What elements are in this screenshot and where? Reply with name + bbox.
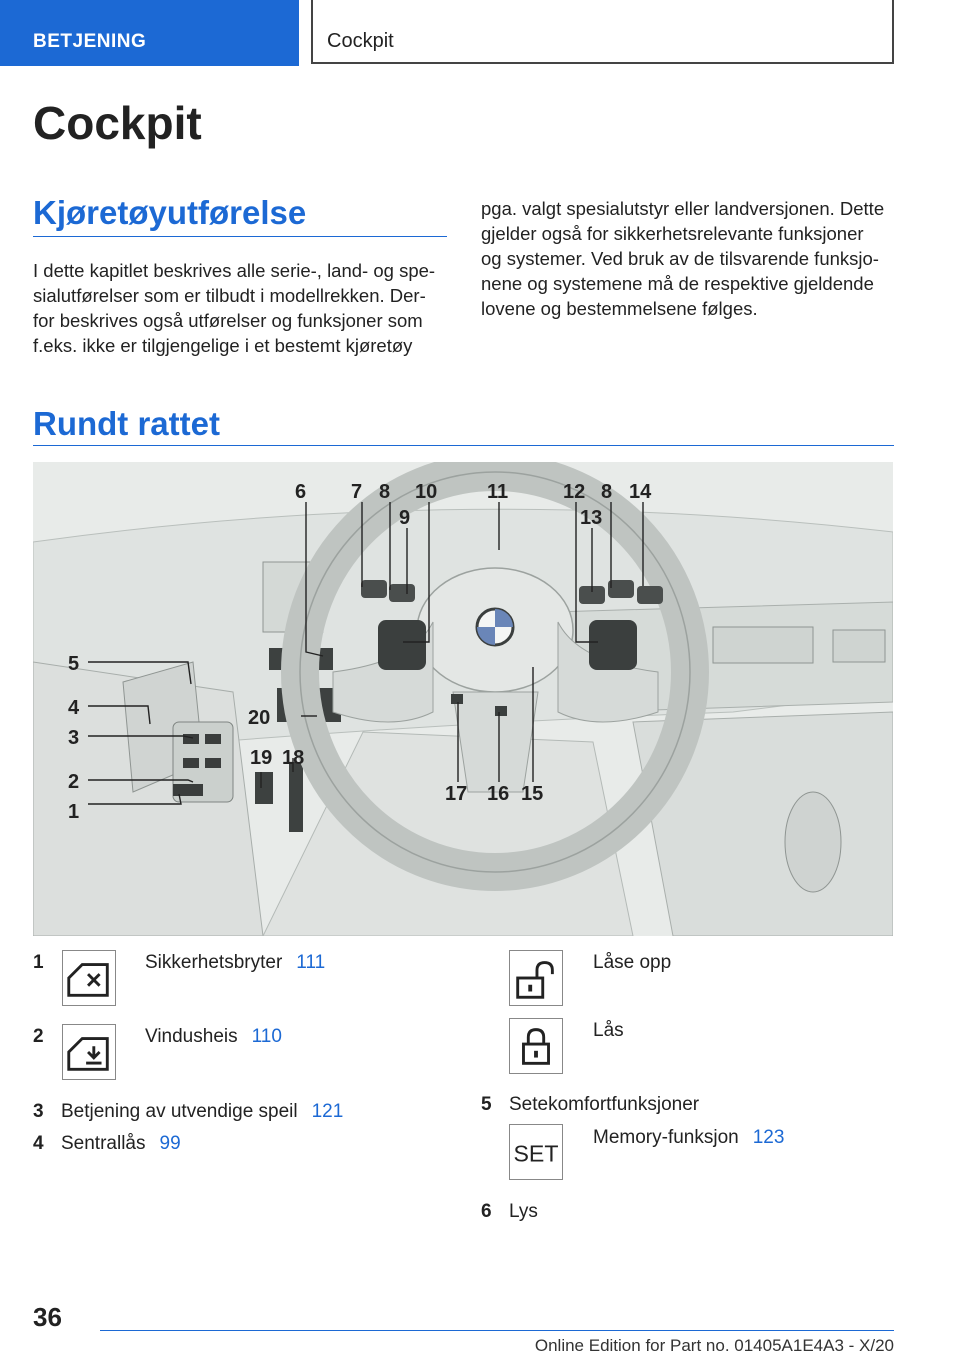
section-tab-label: BETJENING <box>33 31 147 52</box>
page-number: 36 <box>33 1302 62 1332</box>
callout-label: 14 <box>629 481 652 503</box>
callout-label: 17 <box>445 783 468 805</box>
callout-label: 19 <box>250 747 273 769</box>
text-line: pga. valgt spesialutstyr eller landversjonen. Dette <box>481 198 885 219</box>
callout-label: 8 <box>601 481 613 503</box>
callout-label: 20 <box>248 707 271 729</box>
page-ref-link[interactable]: 123 <box>752 1127 785 1148</box>
legend-item-4 <box>61 1133 181 1155</box>
legend-label: Lys <box>509 1201 538 1222</box>
legend-num: 3 <box>33 1101 44 1122</box>
callout-label: 1 <box>68 801 80 823</box>
page-ref-link[interactable]: 110 <box>251 1026 282 1047</box>
model-section-heading: Kjøretøyutførelse <box>33 194 307 231</box>
legend-item-2 <box>145 1026 282 1048</box>
legend-label: Lås <box>593 1020 624 1041</box>
legend-label: Setekomfortfunksjoner <box>509 1094 700 1115</box>
text-line: f.eks. ikke er tilgjengelige i et bestemt kjøretøy <box>33 335 413 356</box>
section-tab <box>0 0 299 66</box>
chapter-tab <box>311 0 894 64</box>
lock-icon <box>509 1018 563 1074</box>
footer-rule <box>100 1330 894 1331</box>
set-button-icon <box>509 1124 563 1180</box>
cockpit-drawing <box>33 462 893 936</box>
legend-label: Sentrallås <box>61 1133 146 1154</box>
text-line: for beskrives også utførelser og funksjoner som <box>33 310 423 331</box>
text-line: I dette kapitlet beskrives alle serie-, land- og spe- <box>33 260 436 281</box>
legend-item-3 <box>61 1101 343 1123</box>
model-text-col1 <box>33 258 435 358</box>
model-section-rule <box>33 236 447 237</box>
page-ref-link[interactable]: 99 <box>159 1133 181 1154</box>
legend-item-1 <box>145 952 325 974</box>
callout-label: 18 <box>282 747 305 769</box>
legend-num: 6 <box>481 1201 492 1222</box>
callout-label: 9 <box>399 507 411 529</box>
wheel-section-heading: Rundt rattet <box>33 405 220 442</box>
page-title: Cockpit <box>33 97 202 149</box>
legend-num: 5 <box>481 1094 492 1115</box>
legend-num: 4 <box>33 1133 44 1154</box>
callout-label: 15 <box>521 783 544 805</box>
legend-item-memory <box>593 1127 784 1149</box>
callout-label: 7 <box>351 481 363 503</box>
child-lock-window-icon <box>62 950 116 1006</box>
wheel-section-rule <box>33 445 894 446</box>
text-line: nene og systemene må de respektive gjeldende <box>481 273 874 294</box>
callout-label: 2 <box>68 771 80 793</box>
page-ref-link[interactable]: 111 <box>296 952 326 973</box>
callout-label: 6 <box>295 481 307 503</box>
legend-label: Låse opp <box>593 952 672 973</box>
callout-label: 8 <box>379 481 391 503</box>
callout-label: 3 <box>68 727 80 749</box>
model-text-col2 <box>481 196 884 321</box>
legend-label: Memory-funksjon <box>593 1127 739 1148</box>
callout-label: 12 <box>563 481 586 503</box>
cockpit-illustration <box>33 462 893 936</box>
legend-item-lock <box>593 1020 624 1042</box>
edition-footer: Online Edition for Part no. 01405A1E4A3 - X/20 <box>534 1336 894 1355</box>
legend-label: Vindusheis <box>145 1026 238 1047</box>
set-icon-text: SET <box>513 1140 559 1167</box>
callout-label: 13 <box>580 507 603 529</box>
legend-item-unlock <box>593 952 671 974</box>
page-ref-link[interactable]: 121 <box>311 1101 344 1122</box>
legend-item-5 <box>509 1094 699 1116</box>
legend-num: 2 <box>33 1026 44 1047</box>
callout-label: 4 <box>68 697 80 719</box>
callout-label: 16 <box>487 783 510 805</box>
legend-label: Sikkerhetsbryter <box>145 952 283 973</box>
text-line: og systemer. Ved bruk av de tilsvarende funksjo- <box>481 248 879 269</box>
unlock-icon <box>509 950 563 1006</box>
text-line: gjelder også for sikkerhetsrelevante funksjoner <box>481 223 864 244</box>
text-line: lovene og bestemmelsene følges. <box>481 298 758 319</box>
callout-label: 11 <box>487 481 509 503</box>
text-line: sialutførelser som er tilbudt i modellrekken. Der- <box>33 285 426 306</box>
callout-label: 10 <box>415 481 438 503</box>
legend-num: 1 <box>33 952 44 973</box>
window-lift-icon <box>62 1024 116 1080</box>
chapter-tab-label: Cockpit <box>327 30 394 52</box>
legend-item-6 <box>509 1201 538 1223</box>
callout-label: 5 <box>68 653 80 675</box>
legend-label: Betjening av utvendige speil <box>61 1101 298 1122</box>
